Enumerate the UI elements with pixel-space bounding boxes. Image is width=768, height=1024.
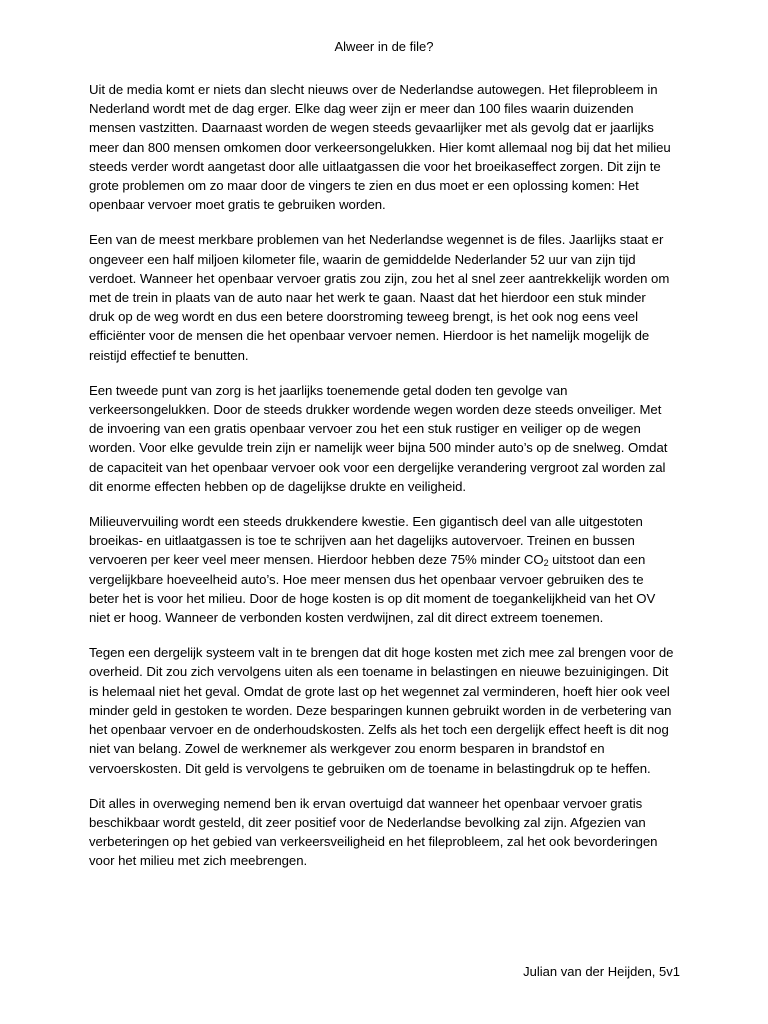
text-line: reistijd effectief te benutten.: [89, 347, 249, 363]
document-title: Alweer in de file?: [334, 39, 434, 54]
text-line: beschikbaar wordt gesteld, dit zeer positief voor de Nederlandse bevolking zal zijn. Afgezien van: [89, 814, 646, 830]
text-line: Dit alles in overweging nemend ben ik ervan overtuigd dat wanneer het openbaar vervoer gratis: [89, 795, 643, 811]
text-line: Een van de meest merkbare problemen van het Nederlandse wegennet is de files. Jaarlijks staat er: [89, 232, 664, 248]
text-line: Milieuvervuiling wordt een steeds drukkendere kwestie. Een gigantisch deel van alle uitgestoten: [89, 514, 643, 530]
text-line: het openbaar vervoer en de onderhoudskosten. Zelfs als het toch een dergelijk effect heeft is dit nog: [89, 722, 669, 738]
paragraph-conclusion: [89, 794, 689, 871]
text-line: broeikas- en uitlaatgassen is toe te schrijven aan het dagelijks autovervoer. Treinen en bussen: [89, 533, 635, 549]
author-signature: Julian van der Heijden, 5v1: [523, 964, 680, 979]
text-line: minder geld in gestoken te worden. Deze besparingen kunnen gebruikt worden in de verbetering van: [89, 702, 672, 718]
text-line: verdoet. Wanneer het openbaar vervoer gratis zou zijn, zou het al snel zeer aantrekkelijk worden om: [89, 270, 670, 286]
text-line: de capaciteit van het openbaar vervoer ook voor een dergelijke verandering vergroot zal worden zal: [89, 459, 666, 475]
text-line: vergelijkbare hoeveelheid auto’s. Hoe meer mensen dus het openbaar vervoer gebruiken des te: [89, 571, 644, 587]
text-line-head: vervoeren per keer veel meer mensen. Hierdoor hebben deze 75% minder CO: [89, 552, 544, 568]
text-line: meer dan 800 mensen omkomen door verkeersongelukken. Hier komt allemaal nog bij dat het milieu: [89, 139, 671, 155]
text-line: met de trein in plaats van de auto naar het werk te gaan. Naast dat het hierdoor een stuk minder: [89, 290, 646, 306]
text-line: Nederland wordt met de dag erger. Elke dag weer zijn er meer dan 100 files waarin duizenden: [89, 101, 634, 117]
text-line: vervoerskosten. Dit geld is vervolgens te gebruiken om de toename in belastingdruk op te heffen.: [89, 760, 651, 776]
text-line: mensen vastzitten. Daarnaast worden de wegen steeds gevaarlijker met als gevolg dat er jaarlijks: [89, 120, 654, 136]
paragraph-introduction: [89, 80, 689, 214]
text-line: de invoering van een gratis openbaar vervoer zou het een stuk rustiger en veiliger op de wegen: [89, 421, 641, 437]
text-line: openbaar vervoer moet gratis te gebruiken worden.: [89, 197, 386, 213]
text-line: niet er hoog. Wanneer de verbonden kosten verdwijnen, zal dit direct extreem toenemen.: [89, 610, 604, 626]
text-line: niet van belang. Zowel de werknemer als werkgever zou enorm besparen in brandstof en: [89, 741, 605, 757]
paragraph-files: [89, 230, 689, 364]
text-line: worden. Voor elke gevulde trein zijn er namelijk weer bijna 500 minder auto’s op de snelweg. Omdat: [89, 440, 668, 456]
text-line: is helemaal niet het geval. Omdat de grote last op het wegennet zal verminderen, hoeft hier ook veel: [89, 683, 670, 699]
paragraph-environment: [89, 512, 689, 627]
text-line: druk op de weg wordt en dus een betere doorstroming teweeg brengt, is het ook nog eens veel: [89, 309, 638, 325]
text-line: Een tweede punt van zorg is het jaarlijks toenemende getal doden ten gevolge van: [89, 382, 568, 398]
text-line-tail: uitstoot dan een: [548, 552, 646, 568]
text-line-with-subscript: [89, 550, 689, 569]
text-line: ongeveer een half miljoen kilometer file, waarin de gemiddelde Nederlander 52 uur van zijn tijd: [89, 251, 636, 267]
text-line: overheid. Dit zou zich vervolgens uiten als een toename in belastingen en nieuwe bezuinigingen. Dit: [89, 664, 669, 680]
text-line: verbeteringen op het gebied van verkeersveiligheid en het fileprobleem, zal het ook bevorderingen: [89, 834, 658, 850]
text-line: grote problemen om zo maar door de vingers te zien en dus moet er een oplossing komen: Het: [89, 178, 639, 194]
text-line: Uit de media komt er niets dan slecht nieuws over de Nederlandse autowegen. Het fileprobleem in: [89, 82, 658, 97]
text-line: steeds verder wordt aangetast door alle uitlaatgassen die voor het broeikaseffect zorgen. Dit zijn te: [89, 158, 661, 174]
text-line: efficiënter voor de mensen die het openbaar vervoer nemen. Hierdoor is het namelijk mogelijk de: [89, 328, 650, 344]
document-body: [89, 80, 689, 871]
text-line: voor het milieu met zich meebrengen.: [89, 853, 308, 869]
text-line: beter het is voor het milieu. Door de hoge kosten is op dit moment de toegankelijkheid van het OV: [89, 590, 656, 606]
text-line: dit enorme effecten hebben op de dagelijkse drukte en veiligheid.: [89, 478, 467, 494]
paragraph-counterargument: [89, 643, 689, 777]
text-line: verkeersongelukken. Door de steeds drukker wordende wegen worden deze steeds onveiliger. Met: [89, 402, 662, 418]
co2-subscript: 2: [543, 558, 549, 569]
paragraph-safety: [89, 381, 689, 496]
text-line: Tegen een dergelijk systeem valt in te brengen dat dit hoge kosten met zich mee zal brengen voor de: [89, 645, 674, 661]
